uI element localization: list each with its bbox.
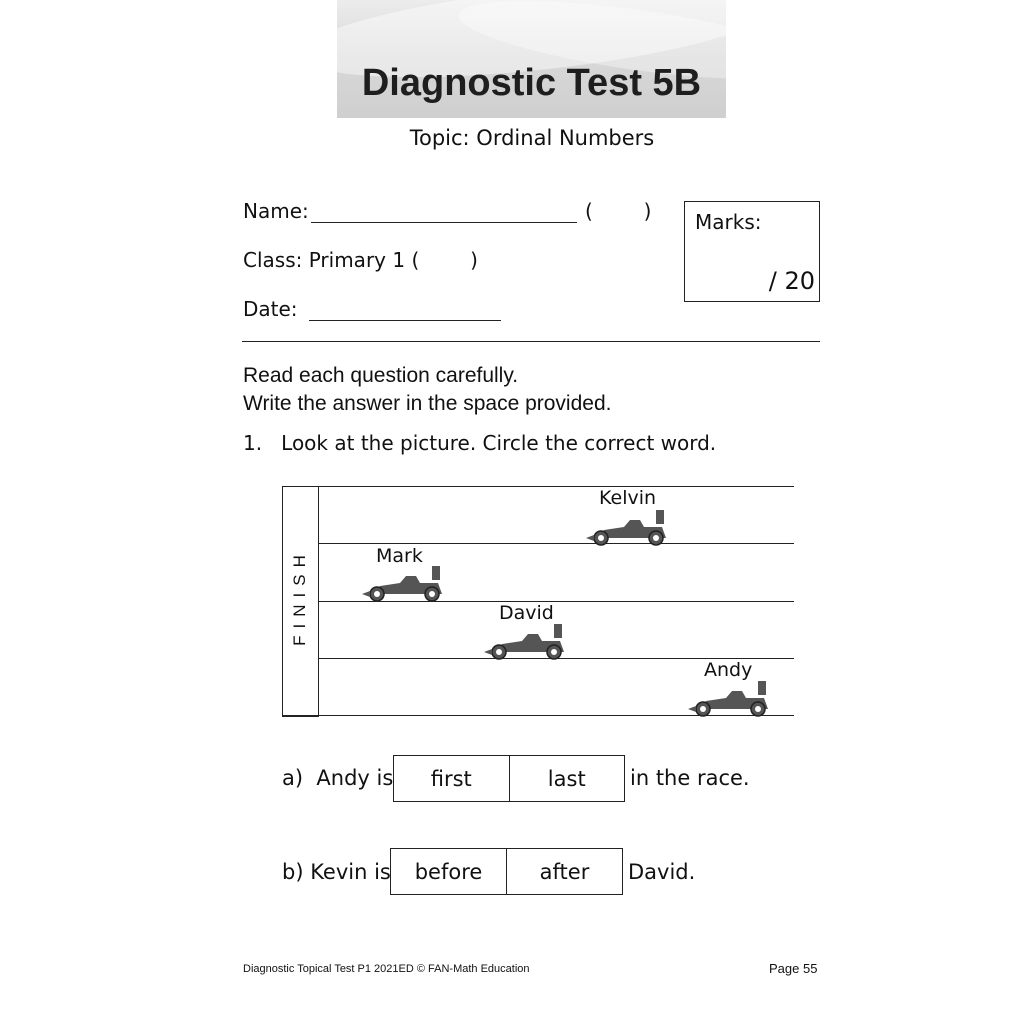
- question-1-prompt: 1. Look at the picture. Circle the correct word.: [243, 431, 717, 455]
- section-divider: [242, 341, 820, 342]
- race-car-icon: [360, 564, 446, 604]
- option-last[interactable]: last: [509, 756, 625, 801]
- name-field[interactable]: [311, 200, 577, 223]
- race-picture: [282, 486, 794, 717]
- instruction-line: Write the answer in the space provided.: [243, 392, 612, 415]
- part-b-prefix: b) Kevin is: [282, 860, 391, 884]
- racer-name-andy: Andy: [704, 659, 753, 681]
- page-number: Page 55: [769, 961, 818, 976]
- option-before[interactable]: before: [414, 859, 483, 884]
- lane-line: [318, 543, 794, 544]
- register-number-paren: ( ): [585, 199, 652, 223]
- racer-name-mark: Mark: [376, 545, 423, 567]
- title-banner: [337, 0, 726, 118]
- page-title: Diagnostic Test 5B: [361, 62, 702, 104]
- part-a-options: [393, 755, 625, 802]
- part-b-suffix: David.: [628, 860, 696, 884]
- option-first[interactable]: first: [430, 766, 472, 791]
- finish-line-box: [282, 486, 319, 717]
- instruction-line: Read each question carefully.: [243, 364, 519, 387]
- race-car-icon: [584, 508, 670, 548]
- finish-label: FINISH: [290, 548, 309, 646]
- date-label: Date:: [243, 297, 298, 321]
- race-car-icon: [482, 622, 568, 662]
- part-a-prefix: a) Andy is: [282, 766, 394, 790]
- marks-label: Marks:: [695, 210, 762, 234]
- race-car-icon: [686, 679, 772, 719]
- part-a-suffix: in the race.: [630, 766, 750, 790]
- name-label: Name:: [243, 199, 309, 223]
- option-after[interactable]: after: [506, 849, 622, 894]
- marks-total: / 20: [768, 267, 815, 295]
- racer-name-kelvin: Kelvin: [599, 487, 657, 509]
- lane-line: [318, 486, 794, 487]
- footer-copyright: Diagnostic Topical Test P1 2021ED © FAN-Math Education: [243, 963, 530, 975]
- racer-name-david: David: [499, 602, 554, 624]
- marks-box: [684, 201, 820, 302]
- part-b-options: [390, 848, 623, 895]
- class-label: Class: Primary 1 ( ): [243, 248, 478, 272]
- date-field[interactable]: [309, 298, 501, 321]
- topic-label: Topic: Ordinal Numbers: [409, 126, 655, 150]
